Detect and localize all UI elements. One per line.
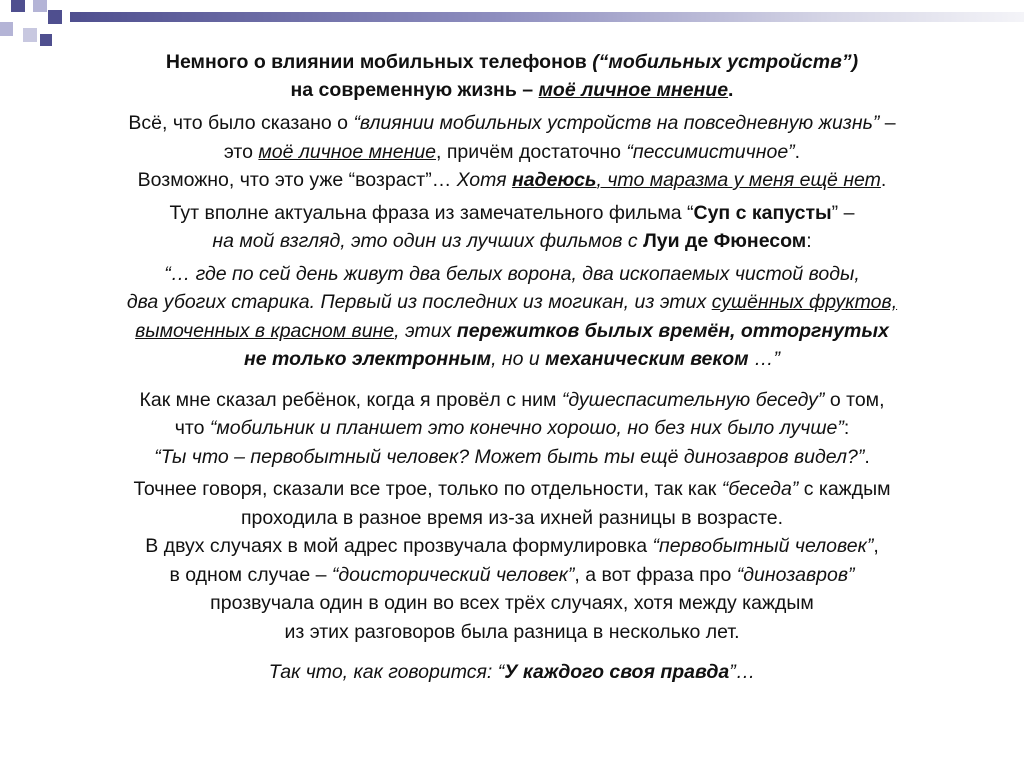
paragraph-line (0, 199, 1024, 228)
text-italic: “влиянии мобильных устройств на повседневную жизнь” (353, 112, 880, 134)
text-italic-underlined: сушённых фруктов, (711, 291, 898, 313)
text: . (728, 79, 734, 101)
text: из этих разговоров была разница в несколько лет. (284, 620, 740, 643)
text-italic: два убогих старика. Первый из последних из могикан, из этих (126, 291, 712, 313)
paragraph-line (0, 109, 1024, 138)
text: в одном случае – (169, 563, 332, 586)
text: : (843, 417, 850, 439)
text: . (880, 169, 887, 191)
decor-square (0, 22, 13, 36)
text-italic: ”… (729, 661, 756, 683)
text: : (806, 230, 812, 252)
paragraph-line (0, 166, 1024, 195)
text-italic: “первобытный человек” (652, 535, 874, 557)
paragraph-opinion (0, 109, 1024, 195)
text: о том, (824, 388, 885, 411)
paragraph-line (0, 386, 1024, 415)
decor-square (48, 10, 62, 24)
slide-title (0, 48, 1024, 104)
paragraph-line (0, 138, 1024, 167)
text-italic: …” (748, 348, 781, 370)
quote-line (0, 345, 1024, 374)
decor-gradient-bar (70, 12, 1024, 22)
paragraph-line (0, 561, 1024, 590)
text: на современную жизнь – (290, 79, 539, 101)
text-bold-italic: механическим веком (545, 348, 749, 370)
paragraph-child (0, 386, 1024, 472)
text-italic: Так что, как говорится: “ (268, 661, 505, 683)
text-italic-underlined: моё личное мнение (258, 140, 437, 163)
text-bold-italic: пережитков былых времён, отторгнутых (456, 319, 889, 342)
text: . (794, 140, 801, 163)
paragraph-line (0, 658, 1024, 687)
text: проходила в разное время из-за ихней разницы в возрасте. (240, 506, 784, 529)
text: В двух случаях в мой адрес прозвучала формулировка (145, 535, 653, 557)
title-line (0, 48, 1024, 76)
decor-square (33, 0, 47, 12)
text: , а вот фраза про (574, 563, 737, 586)
text-italic: , но и (491, 348, 546, 370)
text-italic: (“мобильных устройств”) (592, 51, 859, 73)
paragraph-line (0, 227, 1024, 256)
text-bold: Суп с капусты (693, 201, 832, 224)
paragraph-film (0, 199, 1024, 256)
text: ” – (831, 201, 855, 224)
text: с каждым (798, 478, 891, 500)
paragraph-line (0, 443, 1024, 472)
text-italic: “динозавров” (736, 563, 855, 586)
text-bold-italic: У каждого своя правда (504, 661, 730, 683)
text: Точнее говоря, сказали все трое, только по отдельности, так как (133, 478, 722, 500)
quote-line (0, 260, 1024, 289)
text: что (174, 417, 210, 439)
text: это (223, 140, 259, 163)
text: , (873, 535, 879, 557)
paragraph-line (0, 504, 1024, 533)
text: Как мне сказал ребёнок, когда я провёл с ним (139, 388, 562, 411)
decor-square (11, 0, 25, 12)
slide-content (0, 48, 1024, 691)
paragraph-line (0, 589, 1024, 618)
text-italic: “мобильник и планшет это конечно хорошо, но без них было лучше” (209, 417, 844, 439)
text: . (864, 445, 870, 468)
text: Тут вполне актуальна фраза из замечательного фильма “ (169, 201, 694, 224)
closing-line (0, 658, 1024, 687)
text-italic: “… где по сей день живут два белых ворона, два ископаемых чистой воды, (164, 262, 860, 285)
text: , причём достаточно (436, 140, 627, 163)
paragraph-line (0, 618, 1024, 647)
text: Возможно, что это уже “возраст”… (137, 169, 457, 191)
text-italic-underlined: моё личное мнение (538, 79, 729, 101)
paragraph-line (0, 414, 1024, 443)
quote-line (0, 288, 1024, 317)
text-italic: , этих (394, 319, 457, 342)
text-italic: на мой взгляд, это один из лучших фильмов с (212, 230, 644, 252)
quote-line (0, 317, 1024, 346)
text: – (879, 112, 896, 134)
text: Немного о влиянии мобильных телефонов (165, 51, 593, 73)
text-italic: Хотя (456, 169, 512, 191)
title-line (0, 76, 1024, 104)
text-bold-italic-underlined: надеюсь (511, 169, 597, 191)
text-italic: “пессимистичное” (626, 140, 795, 163)
text-italic: “доисторический человек” (331, 563, 575, 586)
paragraph-line (0, 532, 1024, 561)
text-italic-underlined: вымоченных в красном вине (135, 319, 395, 342)
text-italic: “Ты что – первобытный человек? Может быть ты ещё динозавров видел?” (154, 445, 865, 468)
paragraph-line (0, 475, 1024, 504)
quote-block (0, 260, 1024, 374)
text-bold-italic: не только электронным (243, 348, 492, 370)
decorative-header (0, 0, 1024, 50)
text: Всё, что было сказано о (128, 112, 354, 134)
text-bold: Луи де Фюнесом (643, 230, 807, 252)
decor-square (23, 28, 37, 42)
decor-square (40, 34, 52, 46)
text-italic: “душеспасительную беседу” (561, 388, 825, 411)
text: прозвучала один в один во всех трёх случаях, хотя между каждым (210, 592, 814, 614)
paragraph-details (0, 475, 1024, 646)
text-italic-underlined: , что маразма у меня ещё нет (596, 169, 881, 191)
text-italic: “беседа” (721, 478, 799, 500)
